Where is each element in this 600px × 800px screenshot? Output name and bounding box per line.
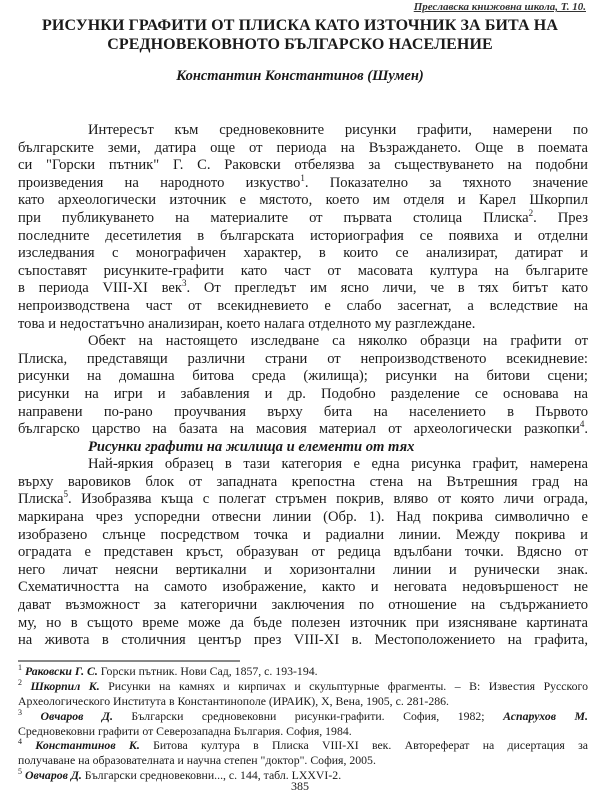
body-line [18, 597, 588, 615]
body-line [18, 207, 588, 228]
body-line [18, 404, 588, 422]
footnote-ref: 2 [18, 677, 22, 687]
text-run: Плиска, представящи различни страни от непроизводственото всекидневие: [18, 350, 588, 367]
article-title [0, 16, 600, 54]
footnote-ref: 3 [181, 278, 187, 289]
text-run: . Изобразява къща с полегат стръмен покрив, вляво от която личи ограда, [67, 491, 588, 508]
text-run: Рисунки на камнях и кирпичах и скульптурные фрагменты. – В: Известия Русского [99, 678, 589, 693]
text-run: произведения на народното изкуство [18, 174, 301, 191]
text-run: Обект на настоящето изследване са няколко образци на графити от [88, 333, 588, 350]
footnote-ref: 1 [300, 172, 305, 183]
body-line [18, 333, 588, 351]
text-run: . [584, 421, 588, 438]
body-line [18, 140, 588, 158]
text-run: Рисунки графити на жилища и елементи от тях [88, 438, 415, 455]
text-run: Средновековни графити от Северозападна България. София, 1984. [18, 723, 352, 738]
body-line [18, 474, 588, 492]
footnote-line [18, 709, 588, 724]
body-line [18, 544, 588, 562]
footnote-ref: 2 [528, 207, 534, 218]
title-line: СРЕДНОВЕКОВНОТО БЪЛГАРСКО НАСЕЛЕНИЕ [107, 36, 493, 53]
text-run: на живота в столичния център през VIII-XI в. Местоположението на графита, [18, 632, 588, 649]
body-line [18, 579, 588, 597]
body-line [18, 509, 588, 527]
footnote-ref: 4 [18, 737, 22, 747]
footnote-line [18, 753, 588, 768]
text-run: последните десетилетия в българската историография се появиха и отделни [18, 227, 588, 244]
footnote-line [18, 664, 588, 679]
text-run: Горски пътник. Нови Сад, 1857, с. 193-194. [97, 664, 318, 678]
footnote-ref: 4 [579, 419, 585, 430]
text-run: си "Горски пътник" Г. С. Раковски отбелязва за съществуването на подобни [18, 157, 588, 174]
body-line [18, 192, 588, 210]
cited-author: Константинов К. [22, 738, 140, 753]
cited-author: Аспарухов М. [503, 708, 588, 723]
footnotes [18, 664, 588, 783]
text-run: рисунки на игри и забавления и др. Подобно разделение се основава на [18, 385, 588, 402]
text-run: върху варовиков блок от западната крепостна стена на Вътрешния град на [18, 473, 588, 490]
body-line [18, 386, 588, 404]
body-line [18, 172, 588, 193]
text-run: . През [533, 209, 588, 226]
body-line [18, 351, 588, 369]
body-line [18, 491, 588, 509]
footnote-ref: 3 [18, 707, 22, 717]
cited-author: Шкорпил К. [22, 678, 100, 693]
footnote-ref: 1 [18, 663, 22, 672]
text-run: дават възможност за категорични заключения по отношение на съдържанието [18, 597, 588, 614]
footnote-line [18, 694, 588, 709]
footnote-line [18, 679, 588, 694]
footnote-ref: 5 [63, 489, 68, 500]
footnote-ref: 5 [18, 767, 22, 777]
title-line: РИСУНКИ ГРАФИТИ ОТ ПЛИСКА КАТО ИЗТОЧНИК ЗА БИТА НА [42, 17, 558, 34]
body-line [18, 562, 588, 580]
text-run: Битова култура в Плиска VIII-XI век. Автореферат на дисертация за [139, 738, 588, 753]
footnote-line [18, 724, 588, 739]
text-run: изследвания с монографичен характер, в които се анализират, датират и [18, 245, 588, 262]
text-run: . От прегледът им ясно личи, че в тях битът като [186, 280, 588, 297]
body-line [18, 245, 588, 263]
text-run: маркирана чрез успоредни отвесни линии (Обр. 1). Над покрива символично е [18, 509, 588, 526]
page-number: 385 [291, 779, 309, 793]
body-line [18, 263, 588, 281]
body-line [18, 615, 588, 633]
body-line [18, 122, 588, 140]
text-run: изобразено слънце посредством точка и радиални линии. Между покрива и [18, 526, 588, 543]
text-run: Български средновековни..., с. 144, табл. LXXVI-2. [81, 768, 342, 783]
text-run: Археологического Института в Константинополе (ИРАИК), Х, Вена, 1905, с. 281-286. [18, 693, 449, 708]
text-run: му, но в същото време може да бъде полезен източник при изясняване картината [18, 614, 588, 631]
article-body [18, 122, 588, 650]
body-line [18, 316, 588, 334]
text-run: Български средновековни рисунки-графити. София, 1982; [112, 708, 504, 723]
text-run: съпоставят рисунките-графити като част от масовата култура на българите [18, 262, 588, 279]
footnote-line [18, 738, 588, 753]
text-run: рисунки на домашна битова среда (жилища); рисунки на битови сцени; [18, 368, 588, 385]
body-line [18, 368, 588, 386]
cited-author: Овчаров Д. [22, 708, 113, 723]
text-run: това и недостатъчно анализиран, което налага отделното му разглеждане. [18, 315, 476, 332]
body-line [18, 280, 588, 298]
text-run: него личат неясни вертикални и хоризонтални линии и рунически знак. [18, 561, 588, 578]
text-run: в периода VIII-XI век [18, 280, 182, 297]
text-run: оградата е представен кръст, образуван от редица вдълбани точки. Вдясно от [18, 544, 588, 561]
text-run: . Показателно за тяхното значение [304, 174, 588, 191]
running-header: Преславска книжовна школа, Т. 10. [413, 1, 586, 13]
text-run: българско царство на базата на масовия материал от археологически разкопки [18, 421, 580, 438]
body-line [18, 228, 588, 246]
body-line [18, 439, 588, 457]
cited-author: Раковски Г. С. [22, 664, 98, 678]
body-line [18, 527, 588, 545]
body-line [18, 421, 588, 439]
text-run: при публикуването на материалите от първата столица Плиска [18, 209, 529, 226]
text-run: непроизводствена част от всекидневието е слабо засегнат, а вследствие на [18, 297, 588, 314]
text-run: получаване на образователната и научна степен "доктор". София, 2005. [18, 753, 376, 768]
text-run: Схематичността на самото изображение, както и неговата недовършеност не [18, 579, 588, 596]
text-run: като археологически източник е мястото, което им отделя и Карел Шкорпил [18, 192, 588, 209]
text-run: българските земи, датира още от периода на Възраждането. Още в поемата [18, 139, 588, 156]
text-run: Интересът към средновековните рисунки графити, намерени по [88, 122, 588, 138]
cited-author: Овчаров Д. [22, 768, 82, 783]
text-run: направени по-рано проучвания върху бита на населението в Първото [18, 403, 588, 420]
article-author: Константин Константинов (Шумен) [176, 68, 424, 84]
body-line [18, 298, 588, 316]
footnote-divider [18, 660, 240, 662]
body-line [18, 632, 588, 650]
text-run: Най-яркия образец в тази категория е една рисунка графит, намерена [88, 456, 588, 473]
body-line [18, 456, 588, 474]
text-run: Плиска [18, 491, 64, 508]
